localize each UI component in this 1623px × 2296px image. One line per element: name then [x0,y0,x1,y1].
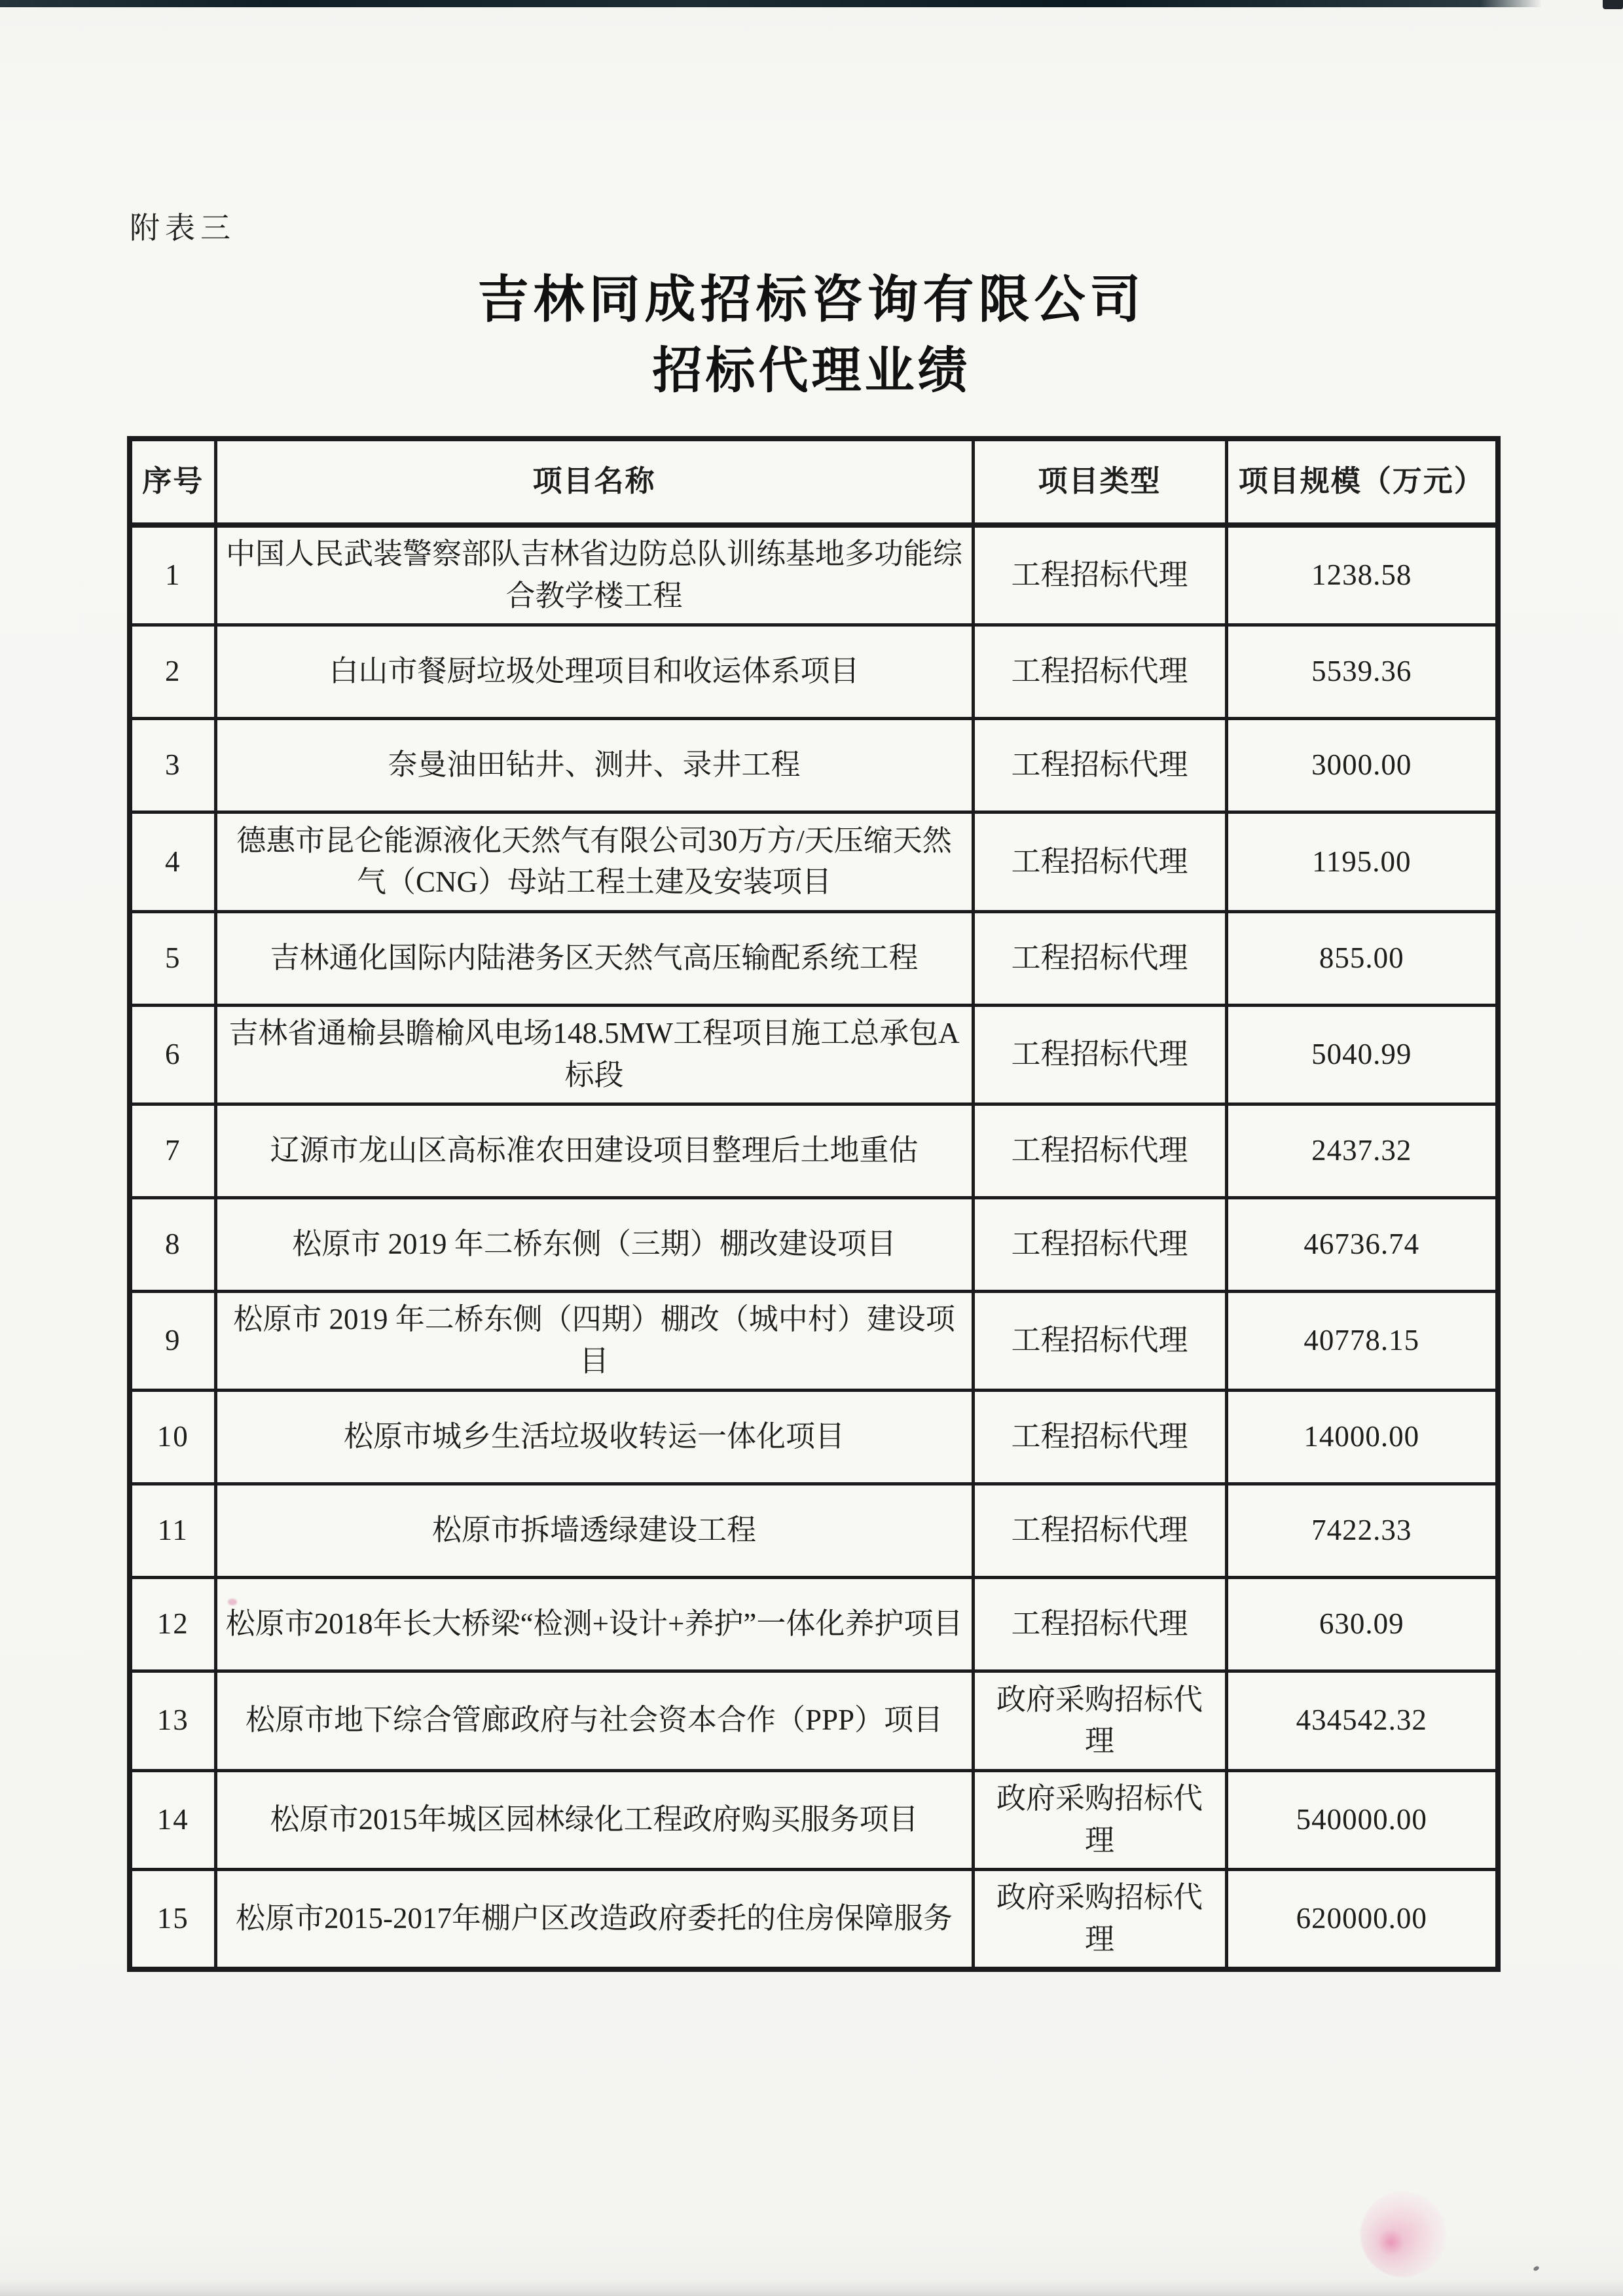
cell-project-name: 中国人民武装警察部队吉林省边防总队训练基地多功能综合教学楼工程 [215,525,973,625]
table-row [130,625,1498,719]
cell-project-name: 松原市2015年城区园林绿化工程政府购买服务项目 [215,1770,973,1869]
table-row [130,525,1498,625]
cell-project-type: 工程招标代理 [973,525,1226,625]
cell-serial-number: 7 [130,1104,215,1197]
cell-project-scale: 46736.74 [1226,1197,1498,1291]
cell-project-type: 工程招标代理 [973,1197,1226,1291]
cell-project-scale: 1238.58 [1226,525,1498,625]
cell-project-type: 工程招标代理 [973,812,1226,911]
cell-serial-number: 8 [130,1197,215,1291]
cell-project-name: 奈曼油田钻井、测井、录井工程 [215,719,973,812]
cell-project-scale: 5040.99 [1226,1005,1498,1104]
table-row [130,911,1498,1005]
table-header-row [130,439,1498,525]
cell-project-type: 政府采购招标代理 [973,1671,1226,1770]
cell-project-scale: 540000.00 [1226,1770,1498,1869]
cell-project-name: 松原市地下综合管廊政府与社会资本合作（PPP）项目 [215,1671,973,1770]
table-row [130,1005,1498,1104]
table-row [130,812,1498,911]
cell-project-scale: 1195.00 [1226,812,1498,911]
table-row [130,1291,1498,1390]
cell-project-type: 工程招标代理 [973,911,1226,1005]
table-row [130,1197,1498,1291]
cell-serial-number: 12 [130,1578,215,1671]
cell-project-scale: 630.09 [1226,1578,1498,1671]
pink-ink-smudge [1353,2184,1453,2285]
header-project-type: 项目类型 [973,439,1226,525]
table-row [130,1578,1498,1671]
cell-project-type: 工程招标代理 [973,625,1226,719]
cell-serial-number: 11 [130,1484,215,1578]
cell-serial-number: 13 [130,1671,215,1770]
cell-project-scale: 855.00 [1226,911,1498,1005]
scanner-edge-artifact [0,0,1542,7]
header-serial-number: 序号 [130,439,215,525]
cell-project-type: 工程招标代理 [973,1484,1226,1578]
cell-project-type: 工程招标代理 [973,1291,1226,1390]
cell-serial-number: 14 [130,1770,215,1869]
cell-project-name: 德惠市昆仑能源液化天然气有限公司30万方/天压缩天然气（CNG）母站工程土建及安装项目 [215,812,973,911]
cell-project-name: 松原市2015-2017年棚户区改造政府委托的住房保障服务 [215,1869,973,1969]
cell-project-name: 吉林省通榆县瞻榆风电场148.5MW工程项目施工总承包A标段 [215,1005,973,1104]
cell-serial-number: 1 [130,525,215,625]
table-row [130,1484,1498,1578]
cell-project-scale: 14000.00 [1226,1391,1498,1484]
cell-project-type: 政府采购招标代理 [973,1770,1226,1869]
cell-project-name: 松原市城乡生活垃圾收转运一体化项目 [215,1391,973,1484]
scan-speck [1533,2265,1540,2272]
cell-project-type: 工程招标代理 [973,1578,1226,1671]
cell-project-type: 工程招标代理 [973,1104,1226,1197]
cell-project-name: 松原市2018年长大桥梁“检测+设计+养护”一体化养护项目 [215,1578,973,1671]
cell-project-scale: 40778.15 [1226,1291,1498,1390]
pink-dot-artifact [228,1599,237,1605]
header-project-scale: 项目规模（万元） [1226,439,1498,525]
cell-project-scale: 2437.32 [1226,1104,1498,1197]
appendix-label: 附表三 [130,211,236,245]
table-row [130,1391,1498,1484]
scan-bottom-shade [0,2279,1623,2296]
cell-project-type: 工程招标代理 [973,719,1226,812]
cell-serial-number: 4 [130,812,215,911]
performance-subtitle: 招标代理业绩 [652,341,971,399]
company-name-title: 吉林同成招标咨询有限公司 [477,270,1146,329]
cell-serial-number: 15 [130,1869,215,1969]
performance-table [127,436,1501,1972]
table-row [130,719,1498,812]
cell-project-name: 松原市拆墙透绿建设工程 [215,1484,973,1578]
document-title-block [0,267,1623,403]
cell-project-type: 政府采购招标代理 [973,1869,1226,1969]
cell-serial-number: 10 [130,1391,215,1484]
cell-serial-number: 5 [130,911,215,1005]
cell-project-scale: 7422.33 [1226,1484,1498,1578]
cell-project-name: 松原市 2019 年二桥东侧（三期）棚改建设项目 [215,1197,973,1291]
cell-project-name: 白山市餐厨垃圾处理项目和收运体系项目 [215,625,973,719]
cell-project-type: 工程招标代理 [973,1005,1226,1104]
cell-serial-number: 2 [130,625,215,719]
cell-serial-number: 3 [130,719,215,812]
cell-serial-number: 9 [130,1291,215,1390]
cell-project-name: 松原市 2019 年二桥东侧（四期）棚改（城中村）建设项目 [215,1291,973,1390]
cell-project-name: 吉林通化国际内陆港务区天然气高压输配系统工程 [215,911,973,1005]
scanner-edge-corner-mark [1603,0,1623,9]
cell-project-type: 工程招标代理 [973,1391,1226,1484]
header-project-name: 项目名称 [215,439,973,525]
cell-project-scale: 5539.36 [1226,625,1498,719]
cell-project-scale: 3000.00 [1226,719,1498,812]
table-row [130,1104,1498,1197]
table-row [130,1869,1498,1969]
cell-project-scale: 434542.32 [1226,1671,1498,1770]
cell-project-name: 辽源市龙山区高标准农田建设项目整理后土地重估 [215,1104,973,1197]
cell-serial-number: 6 [130,1005,215,1104]
table-row [130,1671,1498,1770]
table-row [130,1770,1498,1869]
cell-project-scale: 620000.00 [1226,1869,1498,1969]
